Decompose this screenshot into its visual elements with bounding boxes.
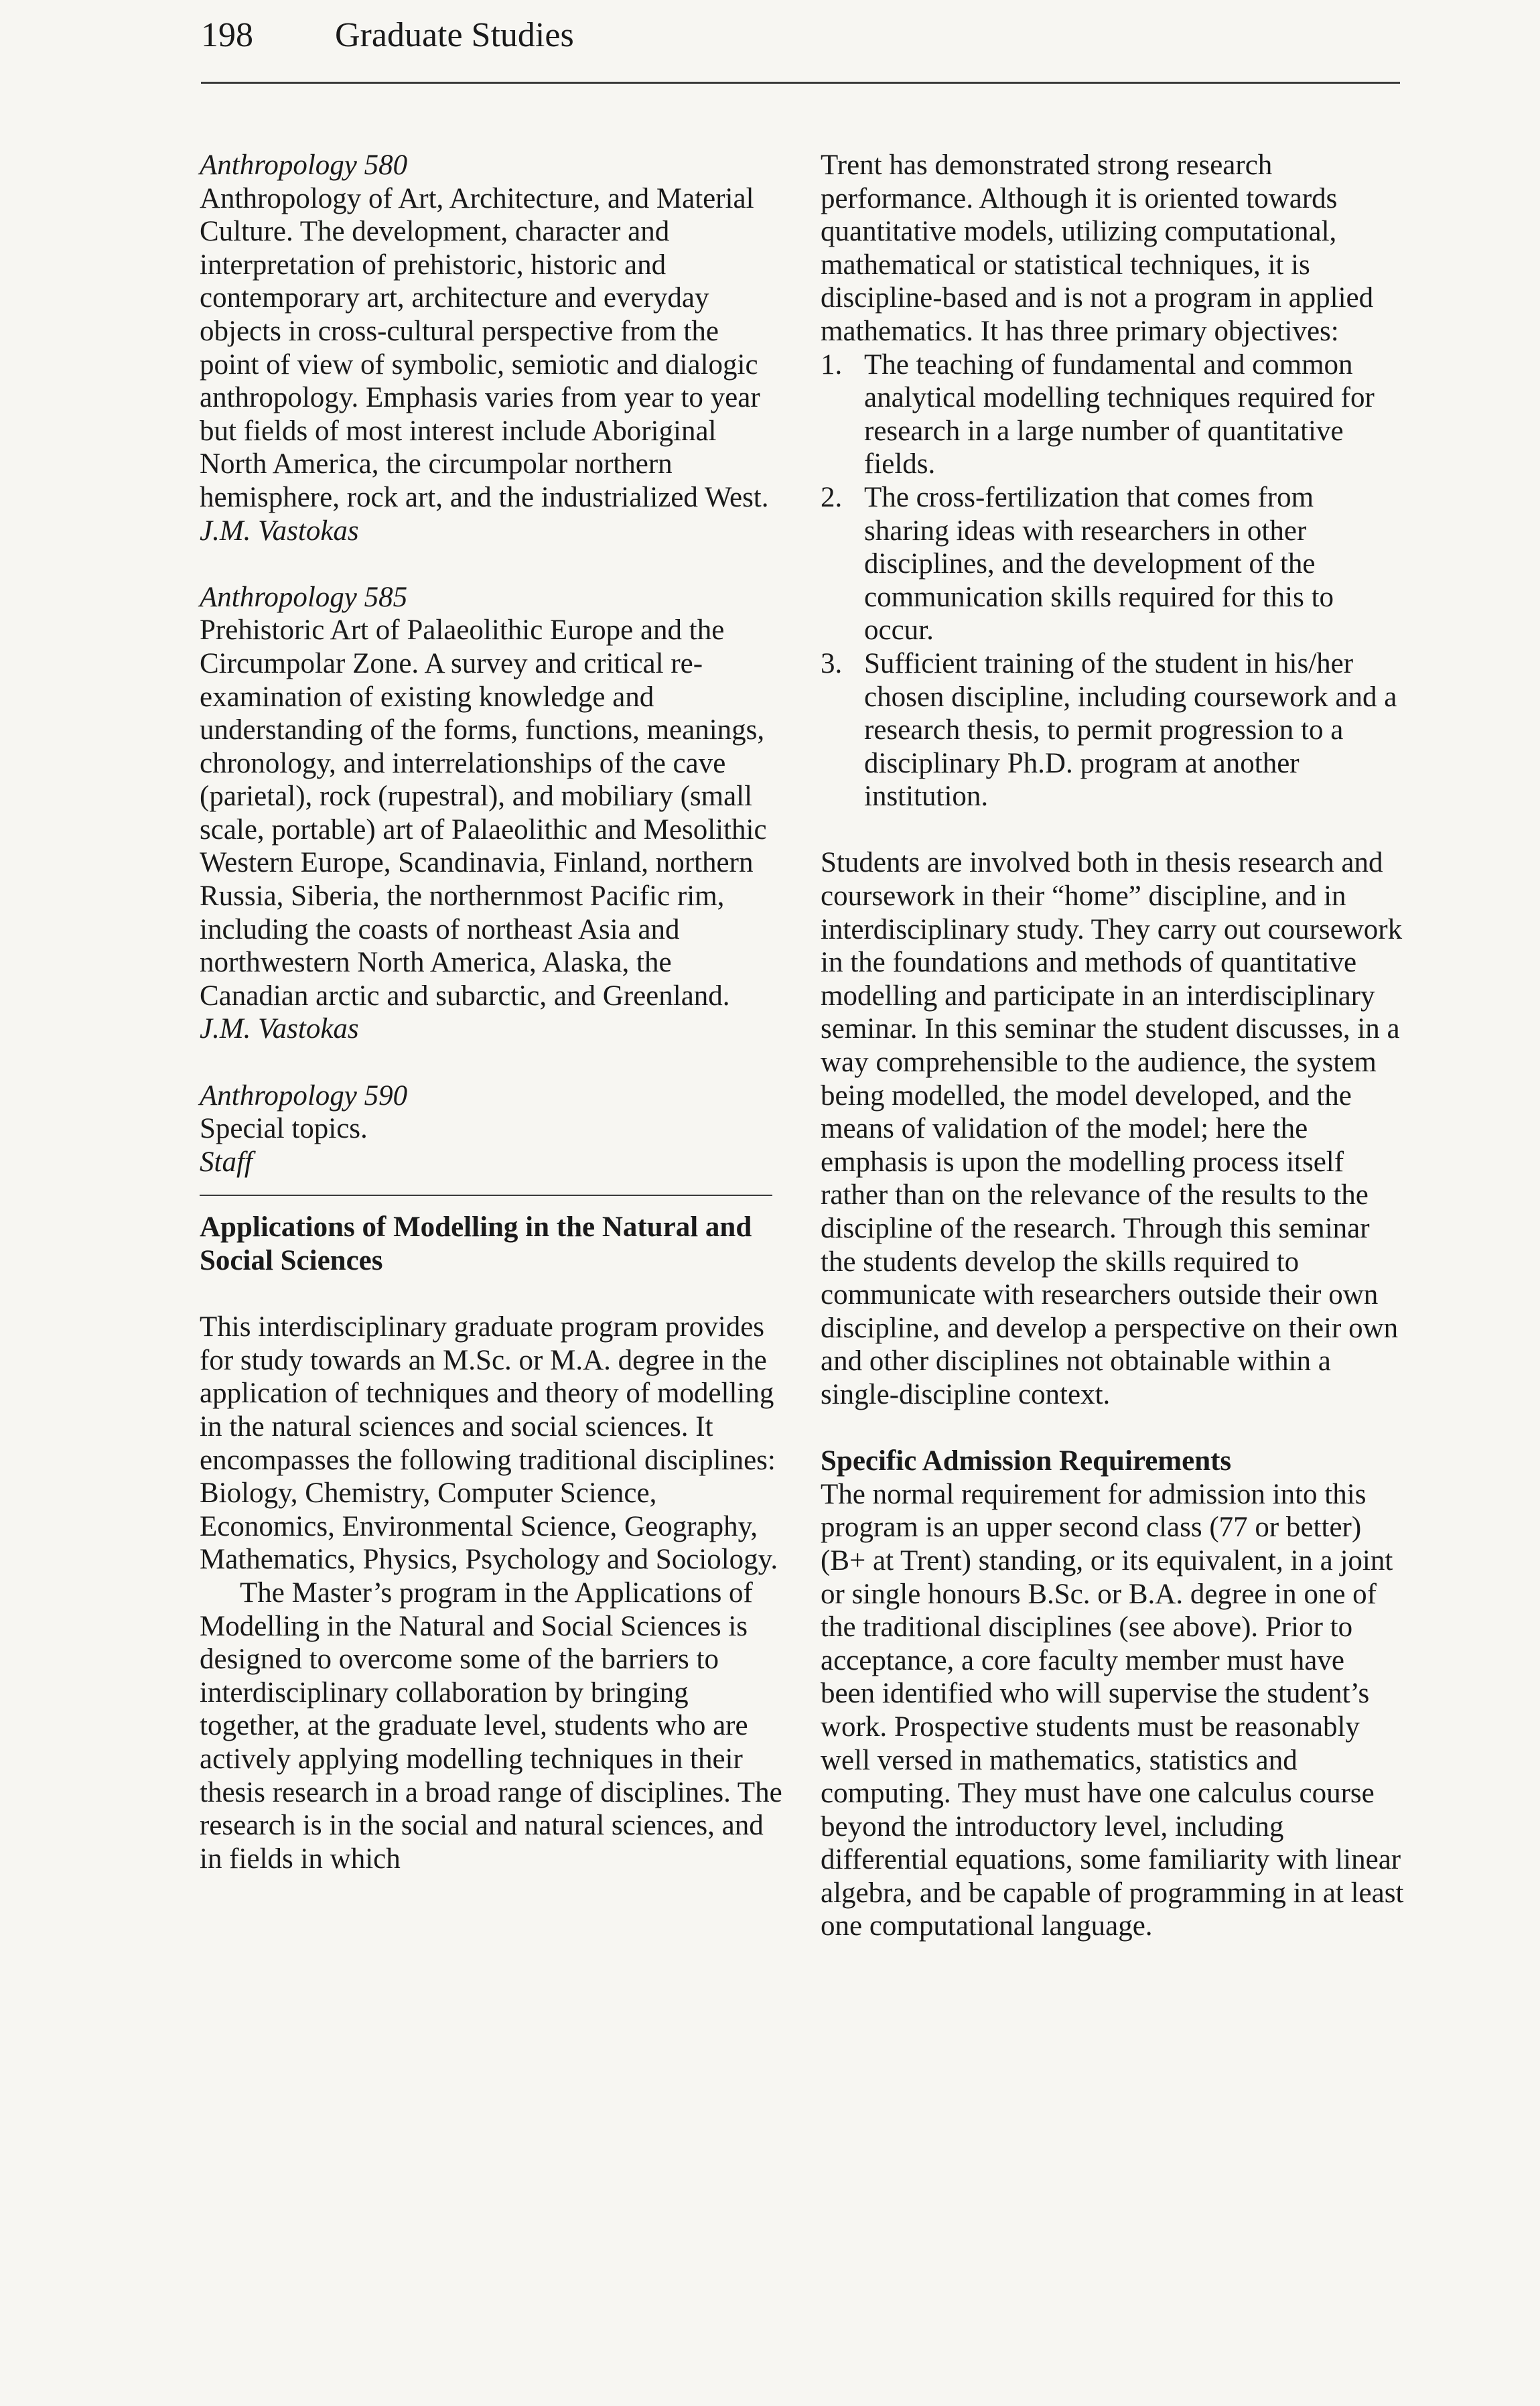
list-number: 2. — [821, 481, 843, 513]
list-item-text: The cross-fertilization that comes from sharing ideas with researchers in other disciplines, and the development of the communication skills required for this to occur. — [864, 481, 1334, 647]
running-head: Graduate Studies — [335, 16, 574, 54]
header-rule — [201, 82, 1400, 84]
list-number: 1. — [821, 348, 843, 381]
spacer — [821, 813, 1405, 847]
objectives-list — [821, 348, 1405, 813]
spacer — [200, 547, 782, 581]
list-item-text: The teaching of fundamental and common analytical modelling techniques required for research in a large number of quantitative fields. — [864, 348, 1375, 480]
course-instructor: J.M. Vastokas — [200, 515, 359, 547]
course-code: Anthropology 580 — [200, 149, 408, 181]
page-number: 198 — [201, 16, 253, 54]
course-description: Special topics. — [200, 1113, 368, 1145]
list-item — [821, 348, 1405, 481]
course-instructor: Staff — [200, 1146, 253, 1178]
students-paragraph: Students are involved both in thesis research and coursework in their “home” discipline, and in interdisciplinary study. They carry out coursework in the foundations and methods of quantitative modelling and participate in an interdisciplinary seminar. In this seminar the student discusses, in a way comprehensible to the audience, the system being modelled, the model developed, and the means of validation of the model; here the emphasis is upon the modelling process itself rather than on the relevance of the results to the discipline of the research. Through this seminar the students develop the skills required to communicate with researchers outside their own discipline, and develop a perspective on their own and other disciplines not obtainable within a single-discipline context. — [821, 847, 1403, 1410]
spacer — [821, 1412, 1405, 1445]
admission-paragraph: The normal requirement for admission into this program is an upper second class (77 or better) (B+ at Trent) standing, or its equivalent, in a joint or single honours B.Sc. or B.A. degree in one of the traditional disciplines (see above). Prior to acceptance, a core faculty member must have been identified who will supervise the student’s work. Prospective students must be reasonably well versed in mathematics, statistics and computing. They must have one calculus course beyond the introductory level, including differential equations, some familiarity with linear algebra, and be capable of programming in at least one computational language. — [821, 1478, 1404, 1942]
course-description: Anthropology of Art, Architecture, and Material Culture. The development, character and interpretation of prehistoric, historic and contemporary art, architecture and everyday objects in cross-cultural perspective from the point of view of symbolic, semiotic and dialogic anthropology. Emphasis varies from year to year but fields of most interest include Aboriginal North America, the circumpolar northern hemisphere, rock art, and the industrialized West. — [200, 182, 769, 513]
spacer — [200, 1046, 782, 1079]
section-divider — [200, 1195, 772, 1196]
course-code: Anthropology 590 — [200, 1079, 408, 1112]
continuation-paragraph: Trent has demonstrated strong research performance. Although it is oriented towards quantitative models, utilizing computational, mathematical or statistical techniques, it is discipline-based and is not a program in applied mathematics. It has three primary objectives: — [821, 149, 1374, 347]
course-entry-585 — [200, 581, 782, 1046]
right-column — [821, 149, 1405, 1943]
section-heading: Applications of Modelling in the Natural and Social Sciences — [200, 1211, 752, 1276]
course-code: Anthropology 585 — [200, 581, 408, 613]
list-item-text: Sufficient training of the student in his/her chosen discipline, including coursework and a research thesis, to permit progression to a disciplinary Ph.D. program at another institution. — [864, 647, 1397, 813]
admission-heading: Specific Admission Requirements — [821, 1445, 1232, 1477]
left-column — [200, 149, 782, 1875]
course-entry-590 — [200, 1079, 782, 1179]
list-number: 3. — [821, 647, 843, 679]
course-description: Prehistoric Art of Palaeolithic Europe and the Circumpolar Zone. A survey and critical re-examination of existing knowledge and understanding of the forms, functions, meanings, chronology, and interrelationships of the cave (parietal), rock (rupestral), and mobiliary (small scale, portable) art of Palaeolithic and Mesolithic Western Europe, Scandinavia, Finland, northern Russia, Siberia, the northernmost Pacific rim, including the coasts of northeast Asia and northwestern North America, Alaska, the Canadian arctic and subarctic, and Greenland. — [200, 614, 767, 1012]
course-instructor: J.M. Vastokas — [200, 1013, 359, 1045]
spacer — [200, 1278, 782, 1311]
program-paragraph: The Master’s program in the Applications of Modelling in the Natural and Social Sciences is designed to overcome some of the barriers to interdisciplinary collaboration by bringing together, at the graduate level, students who are actively applying modelling techniques in their thesis research in a broad range of disciplines. The research is in the social and natural sciences, and in fields in which — [200, 1577, 782, 1875]
intro-paragraph: This interdisciplinary graduate program provides for study towards an M.Sc. or M.A. degree in the application of techniques and theory of modelling in the natural sciences and social sciences. It encompasses the following traditional disciplines: Biology, Chemistry, Computer Science, Economics, Environmental Science, Geography, Mathematics, Physics, Psychology and Sociology. — [200, 1311, 778, 1576]
course-entry-580 — [200, 149, 782, 547]
list-item — [821, 481, 1405, 647]
page-header — [201, 15, 1400, 88]
list-item — [821, 647, 1405, 813]
